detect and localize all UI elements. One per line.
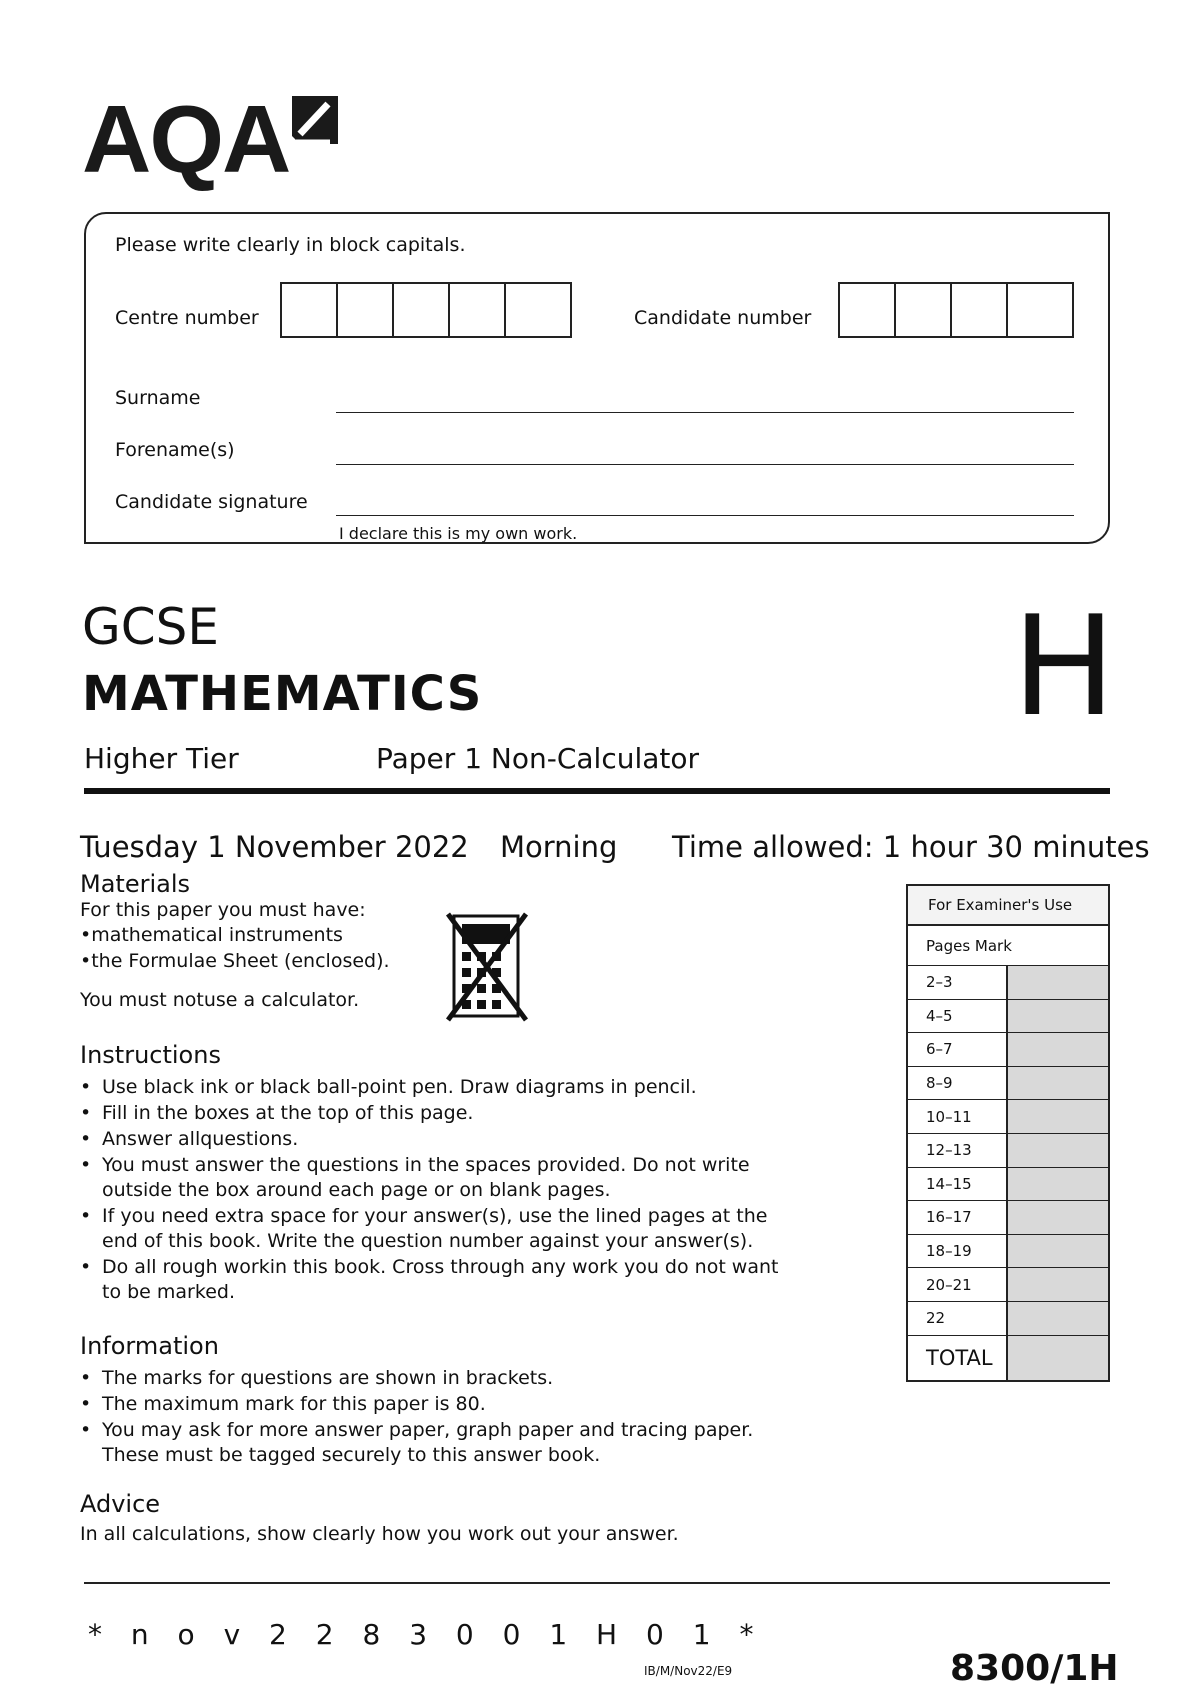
pages-cell: 2–3: [908, 966, 1008, 999]
instructions-heading: Instructions: [80, 1041, 221, 1069]
materials-item: •the Formulae Sheet (enclosed).: [80, 950, 390, 972]
exam-date: Tuesday 1 November 2022: [80, 830, 469, 864]
instruction-item: • You must answer the questions in the spaces provided. Do not write outside the box around each page or on blank pages.: [80, 1153, 780, 1203]
instruction-item: • Do all rough workin this book. Cross through any work you do not want to be marked.: [80, 1255, 780, 1305]
signature-field[interactable]: [336, 515, 1074, 516]
table-row: [908, 1067, 1108, 1101]
advice-text: In all calculations, show clearly how you work out your answer.: [80, 1523, 679, 1545]
information-item: • The marks for questions are shown in brackets.: [80, 1366, 780, 1391]
information-list: [80, 1366, 780, 1469]
forename-label: Forename(s): [115, 439, 235, 461]
information-item: • The maximum mark for this paper is 80.: [80, 1392, 780, 1417]
title-divider: [84, 788, 1110, 794]
total-mark-cell: [1008, 1336, 1108, 1380]
table-row: [908, 1000, 1108, 1034]
total-row: [908, 1336, 1108, 1380]
exam-session: Morning: [500, 830, 618, 864]
total-label: TOTAL: [908, 1336, 1008, 1380]
subject-title: MATHEMATICS: [82, 666, 483, 722]
mark-cell: [1008, 1268, 1108, 1301]
mark-cell: [1008, 966, 1108, 999]
table-row: [908, 1201, 1108, 1235]
centre-number-label: Centre number: [115, 307, 259, 329]
pages-cell: 10–11: [908, 1100, 1008, 1133]
information-heading: Information: [80, 1332, 219, 1360]
information-item: • You may ask for more answer paper, graph paper and tracing paper. These must be tagged securely to this answer book.: [80, 1418, 780, 1468]
instruction-item: • Fill in the boxes at the top of this page.: [80, 1101, 780, 1126]
footer-divider: [84, 1582, 1110, 1584]
aqa-logo: AQA: [82, 86, 290, 193]
candidate-number-label: Candidate number: [634, 307, 812, 329]
table-row: [908, 1235, 1108, 1269]
materials-intro: For this paper you must have:: [80, 899, 366, 921]
reference-code: IB/M/Nov22/E9: [644, 1664, 733, 1678]
surname-label: Surname: [115, 387, 201, 409]
pages-mark-header: Pages Mark: [908, 926, 1108, 965]
centre-number-boxes[interactable]: [280, 282, 572, 338]
instructions-list: [80, 1075, 780, 1306]
block-capitals-instruction: Please write clearly in block capitals.: [115, 234, 466, 256]
table-row: [908, 1268, 1108, 1302]
surname-field[interactable]: [336, 412, 1074, 413]
pages-cell: 8–9: [908, 1067, 1008, 1100]
mark-cell: [1008, 1168, 1108, 1201]
pages-cell: 20–21: [908, 1268, 1008, 1301]
instruction-item: • Answer allquestions.: [80, 1127, 780, 1152]
pages-cell: 12–13: [908, 1134, 1008, 1167]
signature-label: Candidate signature: [115, 491, 308, 513]
examiner-use-table: [906, 884, 1110, 1382]
mark-cell: [1008, 1000, 1108, 1033]
tier-label: Higher Tier: [84, 742, 239, 775]
table-row: [908, 1033, 1108, 1067]
pages-cell: 4–5: [908, 1000, 1008, 1033]
table-row: [908, 966, 1108, 1000]
time-allowed: Time allowed: 1 hour 30 minutes: [672, 830, 1150, 864]
table-row: [908, 1134, 1108, 1168]
mark-cell: [1008, 1033, 1108, 1066]
mark-cell: [1008, 1100, 1108, 1133]
instruction-item: • If you need extra space for your answer(s), use the lined pages at the end of this book. Write the question number against your answer(s).: [80, 1204, 780, 1254]
examiner-table-header-row: [908, 926, 1108, 966]
no-calculator-icon: [444, 910, 530, 1024]
mark-cell: [1008, 1302, 1108, 1335]
pages-cell: 18–19: [908, 1235, 1008, 1268]
tier-letter: H: [1012, 586, 1116, 747]
paper-code: 8300/1H: [950, 1648, 1119, 1689]
materials-heading: Materials: [80, 870, 191, 898]
table-row: [908, 1302, 1108, 1336]
barcode-text: * n o v 2 2 8 3 0 0 1 H 0 1 *: [88, 1618, 764, 1651]
paper-label: Paper 1 Non-Calculator: [376, 742, 700, 775]
qualification-title: GCSE: [82, 598, 219, 656]
instruction-item: • Use black ink or black ball-point pen. Draw diagrams in pencil.: [80, 1075, 780, 1100]
table-row: [908, 1100, 1108, 1134]
materials-item: •mathematical instruments: [80, 924, 343, 946]
advice-heading: Advice: [80, 1490, 161, 1518]
pages-cell: 14–15: [908, 1168, 1008, 1201]
forename-field[interactable]: [336, 464, 1074, 465]
mark-cell: [1008, 1067, 1108, 1100]
table-row: [908, 1168, 1108, 1202]
aqa-logo-mark-icon: [286, 92, 342, 154]
pages-cell: 16–17: [908, 1201, 1008, 1234]
declaration-text: I declare this is my own work.: [339, 524, 578, 543]
examiner-table-heading: For Examiner's Use: [908, 886, 1108, 926]
pages-cell: 22: [908, 1302, 1008, 1335]
mark-cell: [1008, 1134, 1108, 1167]
mark-cell: [1008, 1201, 1108, 1234]
pages-cell: 6–7: [908, 1033, 1008, 1066]
mark-cell: [1008, 1235, 1108, 1268]
candidate-number-boxes[interactable]: [838, 282, 1074, 338]
calculator-note: You must notuse a calculator.: [80, 989, 360, 1011]
